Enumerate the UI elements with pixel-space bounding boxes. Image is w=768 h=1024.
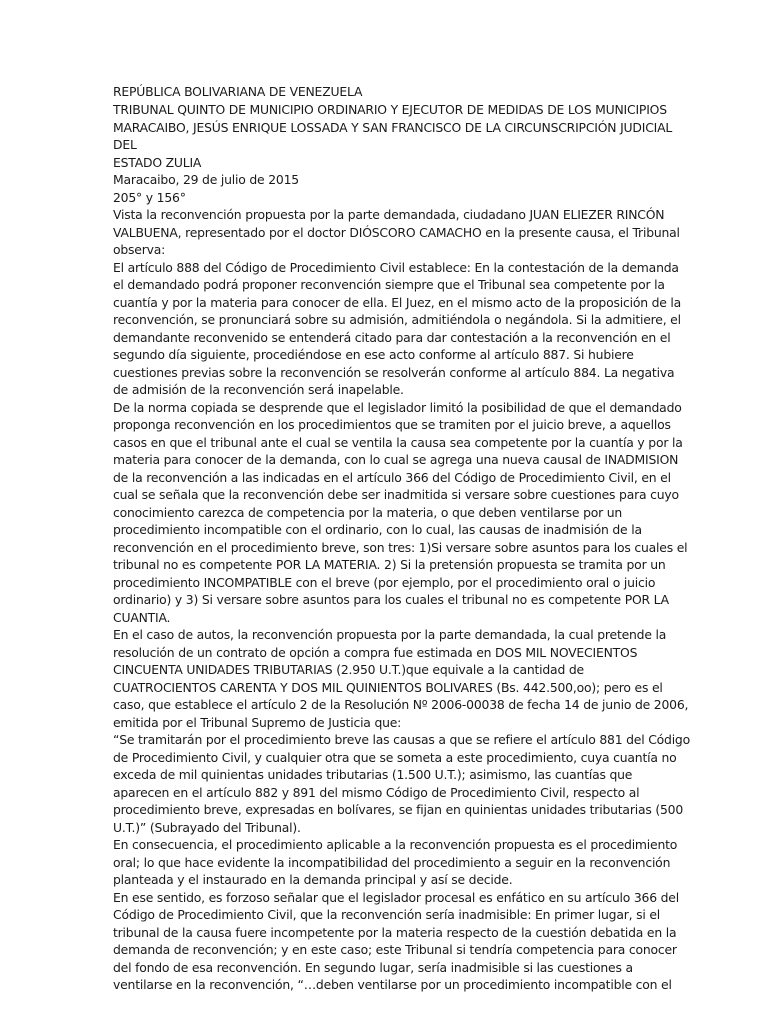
quote-line: de Procedimiento Civil, y cualquier otra que se someta a este procedimiento, cuya cuantía no [113, 750, 677, 765]
body-line: tribunal no es competente POR LA MATERIA. 2) Si la pretensión propuesta se tramita por un [113, 557, 666, 572]
date-line: Maracaibo, 29 de julio de 2015 [113, 172, 299, 187]
body-line: planteada y el instaurado en la demanda principal y así se decide. [113, 872, 513, 887]
quote-line: exceda de mil quinientas unidades tributarias (1.500 U.T.); asimismo, las cuantías que [113, 767, 633, 782]
quote-line: aparecen en el artículo 882 y 891 del mismo Código de Procedimiento Civil, respecto al [113, 785, 640, 800]
body-line: caso, que establece el artículo 2 de la Resolución Nº 2006-00038 de fecha 14 de junio de 2006, [113, 697, 689, 712]
body-line: cuantía y por la materia para conocer de ella. El Juez, en el mismo acto de la proposición de la [113, 295, 682, 310]
body-line: El artículo 888 del Código de Procedimiento Civil establece: En la contestación de la demanda [113, 260, 679, 275]
body-line: procedimiento INCOMPATIBLE con el breve (por ejemplo, por el procedimiento oral o juicio [113, 575, 656, 590]
body-line: CINCUENTA UNIDADES TRIBUTARIAS (2.950 U.T.)que equivale a la cantidad de [113, 662, 584, 677]
header-line-tribunal: TRIBUNAL QUINTO DE MUNICIPIO ORDINARIO Y EJECUTOR DE MEDIDAS DE LOS MUNICIPIOS [113, 102, 667, 117]
body-line: casos en que el tribunal ante el cual se ventila la causa sea competente por la cuantía y por la [113, 435, 683, 450]
header-line-del: DEL [113, 137, 137, 152]
body-line: observa: [113, 242, 166, 257]
quote-line: procedimiento breve, expresadas en bolívares, se fijan en quinientas unidades tributarias (500 [113, 802, 684, 817]
body-line: de la reconvención a las indicadas en el artículo 366 del Código de Procedimiento Civil, en el [113, 470, 671, 485]
body-line: resolución de un contrato de opción a compra fue estimada en DOS MIL NOVECIENTOS [113, 645, 638, 660]
body-line: procedimiento incompatible con el ordinario, con lo cual, las causas de inadmisión de la [113, 522, 642, 537]
quote-line: “Se tramitarán por el procedimiento breve las causas a que se refiere el artículo 881 del Código [113, 732, 690, 747]
body-line: Vista la reconvención propuesta por la parte demandada, ciudadano JUAN ELIEZER RINCÓN [113, 207, 665, 222]
body-line: proponga reconvención en los procedimientos que se tramiten por el juicio breve, a aquellos [113, 417, 671, 432]
body-line: del fondo de esa reconvención. En segundo lugar, sería inadmisible si las cuestiones a [113, 960, 633, 975]
header-line-municipalities: MARACAIBO, JESÚS ENRIQUE LOSSADA Y SAN FRANCISCO DE LA CIRCUNSCRIPCIÓN JUDICIAL [113, 120, 673, 135]
body-line: de admisión de la reconvención será inapelable. [113, 382, 404, 397]
body-line: De la norma copiada se desprende que el legislador limitó la posibilidad de que el demandado [113, 400, 682, 415]
body-line: cual se señala que la reconvención debe ser inadmitida si versare sobre cuestiones para cuyo [113, 487, 679, 502]
body-line: el demandado podrá proponer reconvención siempre que el Tribunal sea competente por la [113, 277, 665, 292]
body-line: CUANTIA. [113, 610, 171, 625]
body-line: tribunal de la causa fuere incompetente por la materia respecto de la cuestión debatida en la [113, 925, 677, 940]
body-line: reconvención, se pronunciará sobre su admisión, admitiéndola o negándola. Si la admitiere, el [113, 312, 681, 327]
body-line: reconvención en el procedimiento breve, son tres: 1)Si versare sobre asuntos para los cuales el [113, 540, 688, 555]
header-line-republic: REPÚBLICA BOLIVARIANA DE VENEZUELA [113, 84, 363, 99]
body-line: cuestiones previas sobre la reconvención se resolverán conforme al artículo 884. La negativa [113, 365, 675, 380]
body-line: demanda de reconvención; y en este caso; este Tribunal si tendría competencia para conocer [113, 942, 677, 957]
body-line: ordinario) y 3) Si versare sobre asuntos para los cuales el tribunal no es competente POR LA [113, 592, 669, 607]
body-line: CUATROCIENTOS CARENTA Y DOS MIL QUINIENTOS BOLIVARES (Bs. 442.500,oo); pero es el [113, 680, 663, 695]
body-line: En el caso de autos, la reconvención propuesta por la parte demandada, la cual pretende la [113, 627, 667, 642]
body-line: demandante reconvenido se entenderá citado para dar contestación a la reconvención en el [113, 330, 671, 345]
body-line: En ese sentido, es forzoso señalar que el legislador procesal es enfático en su artículo 366 del [113, 890, 679, 905]
body-line: En consecuencia, el procedimiento aplicable a la reconvención propuesta es el procedimiento [113, 837, 678, 852]
body-line: segundo día siguiente, procediéndose en ese acto conforme al artículo 887. Si hubiere [113, 347, 634, 362]
body-line: conocimiento carezca de competencia por la materia, o que deben ventilarse por un [113, 505, 623, 520]
years-line: 205° y 156° [113, 190, 186, 205]
body-line: Código de Procedimiento Civil, que la reconvención sería inadmisible: En primer lugar, si el [113, 907, 661, 922]
body-line: oral; lo que hace evidente la incompatibilidad del procedimiento a seguir en la reconvención [113, 855, 671, 870]
body-line: materia para conocer de la demanda, con lo cual se agrega una nueva causal de INADMISION [113, 452, 679, 467]
header-line-state: ESTADO ZULIA [113, 155, 202, 170]
quote-line: U.T.)” (Subrayado del Tribunal). [113, 820, 301, 835]
body-line: ventilarse en la reconvención, “…deben ventilarse por un procedimiento incompatible con el [113, 977, 672, 992]
body-line: emitida por el Tribunal Supremo de Justicia que: [113, 715, 402, 730]
body-line: VALBUENA, representado por el doctor DIÓSCORO CAMACHO en la presente causa, el Tribunal [113, 225, 680, 240]
